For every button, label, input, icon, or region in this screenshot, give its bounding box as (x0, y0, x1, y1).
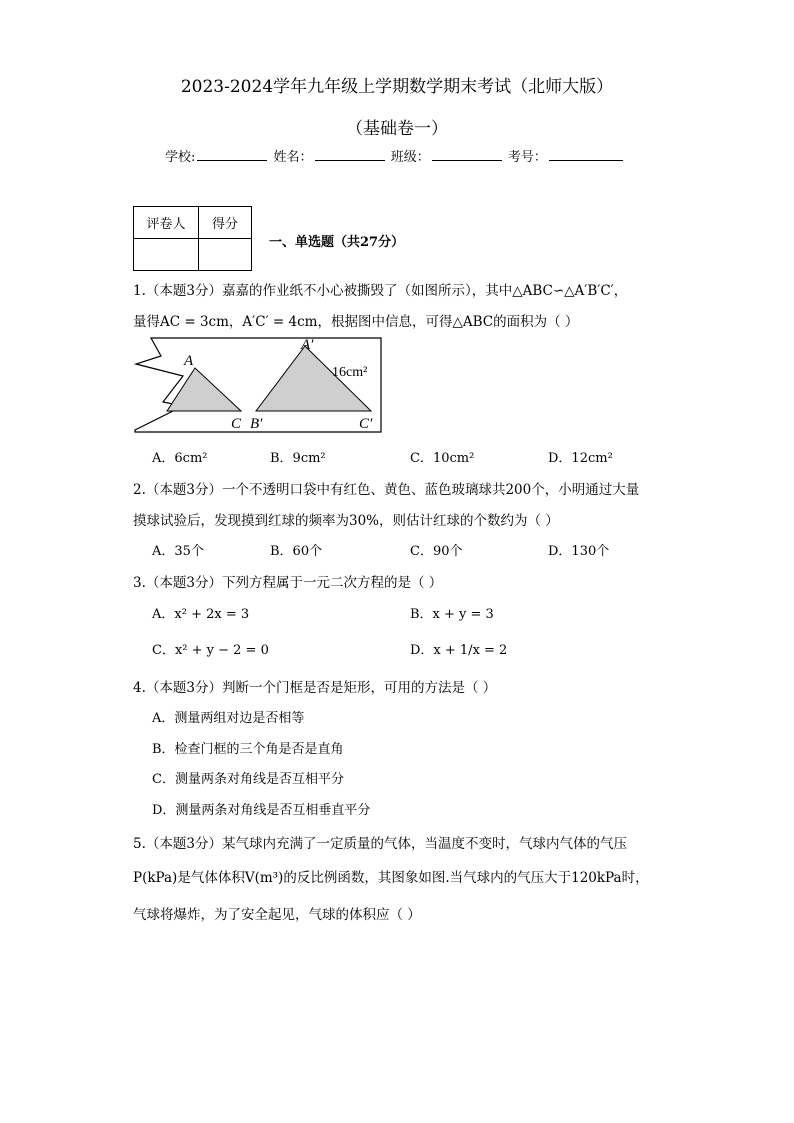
score-header: 得分 (199, 207, 252, 239)
q1-option-d[interactable]: D．12cm² (548, 451, 613, 466)
q1-option-a[interactable]: A．6cm² (152, 451, 208, 466)
q2-option-d[interactable]: D．130个 (548, 544, 610, 559)
q1-line1: 1.（本题3分）嘉嘉的作业纸不小心被撕毁了（如图所示），其中△ABC∽△A′B′C′， (133, 283, 628, 299)
q1-figure (133, 336, 383, 436)
q1-option-c[interactable]: C．10cm² (410, 451, 475, 466)
q2-option-b[interactable]: B．60个 (270, 544, 323, 559)
label-C: C (231, 416, 242, 432)
section-heading: 一、单选题（共27分） (269, 235, 405, 250)
label-C-prime: C′ (359, 416, 373, 432)
q4-option-c[interactable]: C．测量两条对角线是否互相平分 (152, 772, 344, 787)
q5-line1: 5.（本题3分）某气球内充满了一定质量的气体，当温度不变时，气球内气体的气压 (133, 836, 627, 852)
score-table (133, 206, 252, 271)
q2-option-a[interactable]: A．35个 (152, 544, 204, 559)
q3-line1: 3.（本题3分）下列方程属于一元二次方程的是（ ） (133, 575, 443, 591)
number-label: 考号： (507, 150, 547, 165)
q3-option-b[interactable]: B．x + y = 3 (410, 607, 494, 622)
q3-option-a[interactable]: A．x² + 2x = 3 (152, 607, 250, 622)
page-title: 2023-2024学年九年级上学期数学期末考试（北师大版） (180, 77, 614, 97)
page-subtitle: （基础卷一） (346, 119, 448, 139)
q1-line2: 量得AC = 3cm，A′C′ = 4cm，根据图中信息，可得△ABC的面积为（ ） (133, 314, 579, 330)
class-label: 班级： (390, 150, 430, 165)
grader-cell[interactable] (134, 239, 199, 271)
q3-option-d[interactable]: D．x + 1/x = 2 (410, 643, 508, 658)
q5-line2: P(kPa)是气体体积V(m³)的反比例函数，其图象如图.当气球内的气压大于120kPa时， (133, 870, 649, 886)
score-cell[interactable] (199, 239, 252, 271)
q1-option-b[interactable]: B．9cm² (270, 451, 326, 466)
student-info-line (165, 146, 625, 165)
q4-line1: 4.（本题3分）判断一个门框是否是矩形，可用的方法是（ ） (133, 680, 497, 696)
q4-option-a[interactable]: A．测量两组对边是否相等 (152, 711, 305, 726)
area-label: 16cm² (332, 365, 368, 380)
grader-header: 评卷人 (134, 207, 199, 239)
q3-option-c[interactable]: C．x² + y − 2 = 0 (152, 643, 269, 658)
q4-option-d[interactable]: D．测量两条对角线是否互相垂直平分 (152, 803, 371, 818)
label-B-prime: B′ (250, 416, 263, 432)
name-label: 姓名： (273, 150, 313, 165)
school-blank[interactable] (197, 159, 267, 161)
class-blank[interactable] (432, 159, 502, 161)
school-label: 学校: (165, 150, 196, 165)
number-blank[interactable] (549, 159, 623, 161)
q4-option-b[interactable]: B．检查门框的三个角是否是直角 (152, 742, 344, 757)
label-A-prime: A′ (301, 337, 314, 353)
label-A: A (184, 353, 194, 369)
q5-line3: 气球将爆炸，为了安全起见，气球的体积应（ ） (133, 907, 421, 923)
q2-option-c[interactable]: C．90个 (410, 544, 463, 559)
q2-line2: 摸球试验后，发现摸到红球的频率为30%，则估计红球的个数约为（ ） (133, 513, 559, 529)
name-blank[interactable] (315, 159, 385, 161)
q2-line1: 2.（本题3分）一个不透明口袋中有红色、黄色、蓝色玻璃球共200个，小明通过大量 (133, 482, 640, 498)
